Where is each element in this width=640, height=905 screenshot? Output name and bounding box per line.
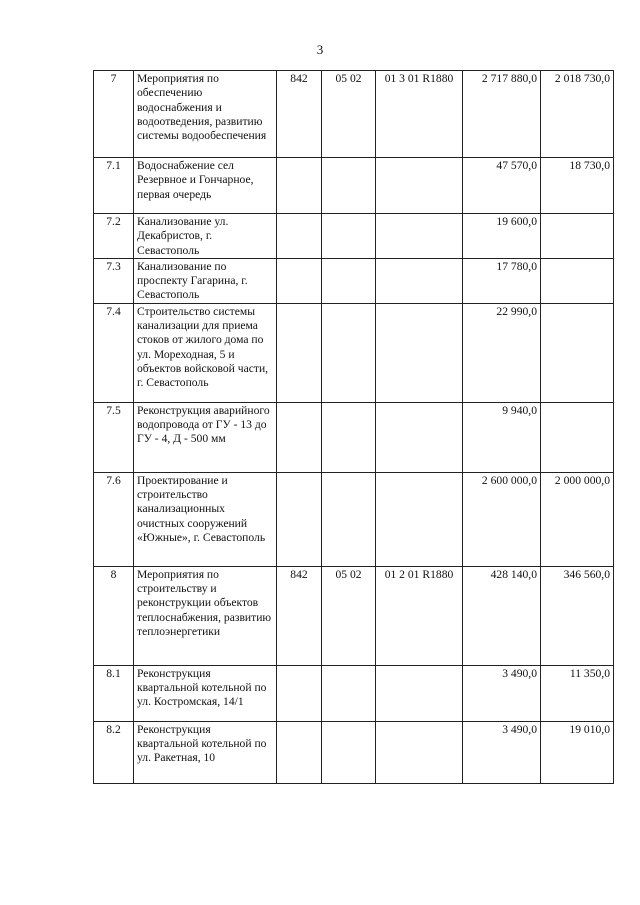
table-row xyxy=(94,258,614,303)
ministry-code: 842 xyxy=(277,566,322,665)
amount-year-2: 19 010,0 xyxy=(541,721,614,783)
amount-year-2: 2 000 000,0 xyxy=(541,472,614,566)
amount-year-1: 47 570,0 xyxy=(463,158,541,214)
amount-year-2 xyxy=(541,303,614,402)
amount-year-1: 19 600,0 xyxy=(463,214,541,259)
event-name: Канализование ул. Декабристов, г. Севастополь xyxy=(134,214,277,259)
ministry-code xyxy=(277,402,322,472)
row-number: 8 xyxy=(94,566,134,665)
table-row xyxy=(94,303,614,402)
table-body xyxy=(94,71,614,784)
event-name: Проектирование и строительство канализационных очистных сооружений «Южные», г. Севастополь xyxy=(134,472,277,566)
table-row xyxy=(94,158,614,214)
target-article-code xyxy=(376,214,463,259)
page-number: 3 xyxy=(316,42,324,57)
ministry-code xyxy=(277,158,322,214)
table-row xyxy=(94,472,614,566)
target-article-code xyxy=(376,258,463,303)
row-number: 8.1 xyxy=(94,665,134,721)
table-row xyxy=(94,721,614,783)
target-article-code xyxy=(376,721,463,783)
section-code: 05 02 xyxy=(322,566,376,665)
target-article-code xyxy=(376,402,463,472)
section-code xyxy=(322,665,376,721)
section-code xyxy=(322,472,376,566)
amount-year-1: 9 940,0 xyxy=(463,402,541,472)
amount-year-2: 2 018 730,0 xyxy=(541,71,614,158)
ministry-code: 842 xyxy=(277,71,322,158)
event-name: Мероприятия по обеспечению водоснабжения и водоотведения, развитию системы водообеспечения xyxy=(134,71,277,158)
section-code xyxy=(322,303,376,402)
target-article-code xyxy=(376,472,463,566)
row-number: 8.2 xyxy=(94,721,134,783)
row-number: 7.5 xyxy=(94,402,134,472)
row-number: 7.4 xyxy=(94,303,134,402)
amount-year-2: 11 350,0 xyxy=(541,665,614,721)
target-article-code xyxy=(376,158,463,214)
event-name: Водоснабжение сел Резервное и Гончарное, первая очередь xyxy=(134,158,277,214)
table-row xyxy=(94,402,614,472)
section-code xyxy=(322,158,376,214)
amount-year-1: 2 600 000,0 xyxy=(463,472,541,566)
event-name: Строительство системы канализации для приема стоков от жилого дома по ул. Мореходная, 5 и объектов войсковой части, г. Севастополь xyxy=(134,303,277,402)
section-code xyxy=(322,402,376,472)
ministry-code xyxy=(277,258,322,303)
table-row xyxy=(94,566,614,665)
event-name: Реконструкция аварийного водопровода от ГУ - 13 до ГУ - 4, Д - 500 мм xyxy=(134,402,277,472)
section-code: 05 02 xyxy=(322,71,376,158)
amount-year-2: 18 730,0 xyxy=(541,158,614,214)
amount-year-2 xyxy=(541,402,614,472)
amount-year-1: 22 990,0 xyxy=(463,303,541,402)
row-number: 7.1 xyxy=(94,158,134,214)
target-article-code xyxy=(376,665,463,721)
table-row xyxy=(94,665,614,721)
table-row xyxy=(94,71,614,158)
section-code xyxy=(322,258,376,303)
event-name: Канализование по проспекту Гагарина, г. Севастополь xyxy=(134,258,277,303)
event-name: Реконструкция квартальной котельной по ул. Костромская, 14/1 xyxy=(134,665,277,721)
row-number: 7.3 xyxy=(94,258,134,303)
section-code xyxy=(322,721,376,783)
amount-year-1: 3 490,0 xyxy=(463,721,541,783)
amount-year-1: 428 140,0 xyxy=(463,566,541,665)
ministry-code xyxy=(277,303,322,402)
target-article-code: 01 3 01 R1880 xyxy=(376,71,463,158)
row-number: 7.6 xyxy=(94,472,134,566)
ministry-code xyxy=(277,665,322,721)
event-name: Мероприятия по строительству и реконструкции объектов теплоснабжения, развитию теплоэнергетики xyxy=(134,566,277,665)
table-row xyxy=(94,214,614,259)
amount-year-2 xyxy=(541,214,614,259)
section-code xyxy=(322,214,376,259)
budget-table xyxy=(93,70,614,784)
amount-year-2 xyxy=(541,258,614,303)
ministry-code xyxy=(277,214,322,259)
amount-year-2: 346 560,0 xyxy=(541,566,614,665)
ministry-code xyxy=(277,721,322,783)
target-article-code: 01 2 01 R1880 xyxy=(376,566,463,665)
amount-year-1: 2 717 880,0 xyxy=(463,71,541,158)
ministry-code xyxy=(277,472,322,566)
row-number: 7 xyxy=(94,71,134,158)
target-article-code xyxy=(376,303,463,402)
event-name: Реконструкция квартальной котельной по ул. Ракетная, 10 xyxy=(134,721,277,783)
amount-year-1: 17 780,0 xyxy=(463,258,541,303)
amount-year-1: 3 490,0 xyxy=(463,665,541,721)
row-number: 7.2 xyxy=(94,214,134,259)
